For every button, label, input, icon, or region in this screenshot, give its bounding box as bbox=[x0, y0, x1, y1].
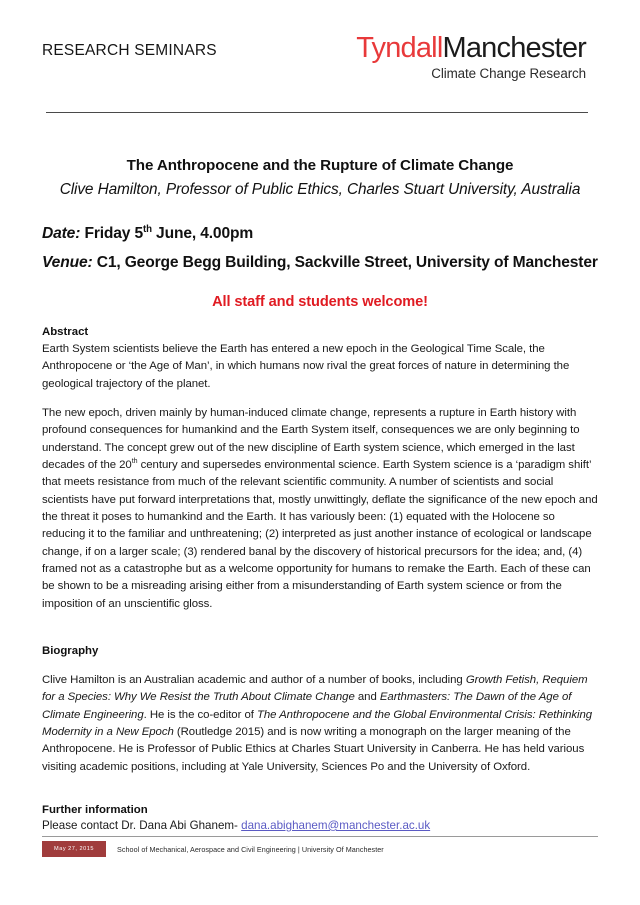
biography-spacer bbox=[42, 660, 598, 672]
talk-title: The Anthropocene and the Rupture of Climate Change bbox=[126, 157, 514, 174]
page-header bbox=[42, 0, 598, 96]
logo-tagline: Climate Change Research bbox=[431, 66, 586, 81]
talk-venue-value: C1, George Begg Building, Sackville Street, University of Manchester bbox=[96, 254, 598, 271]
biography-paragraph bbox=[42, 672, 598, 776]
footer-divider bbox=[42, 836, 598, 837]
century-ordinal-suffix: th bbox=[131, 458, 138, 466]
abstract-paragraph-2 bbox=[42, 405, 598, 613]
header-divider bbox=[46, 112, 588, 113]
biography-heading: Biography bbox=[42, 644, 99, 657]
abstract-paragraph-2-part-2: century and supersedes environmental science. Earth System science is a ‘paradigm shift’ that meets resistance from much of the relevant scientific community. A number of scientists and social scientists have put forward interpretations that, mostly unwittingly, deflate the significance of the new epoch and the threat it poses to humankind and the Earth. It has variously been: (1) equated with the Holocene so reducing it to the familiar and unthreatening; (2) interpreted as just another instance of ecological or landscape change, if on a larger scale; (3) rendered banal by the discovery of historical precursors for the idea; and, (4) framed not as a catastrophe but as a welcome opportunity for humans to remake the Earth. Each of these can be shown to be a misreading arising either from a misunderstanding of Earth system science or from the imposition of an unscientific gloss. bbox=[42, 458, 598, 610]
contact-email-link[interactable]: dana.abighanem@manchester.ac.uk bbox=[241, 818, 431, 832]
logo-word-manchester: Manchester bbox=[442, 32, 586, 64]
biography-text-3: . He is the co-editor of bbox=[143, 708, 257, 721]
talk-date-value-pre: Friday 5 bbox=[84, 225, 144, 242]
talk-title-block bbox=[42, 157, 598, 199]
talk-date-label: Date: bbox=[42, 225, 81, 242]
biography-section bbox=[42, 645, 598, 776]
biography-text-4: (Routledge 2015) and is now writing a monograph on the larger meaning of the Anthropocene. He is Professor of Public Ethics at Charles Stuart University in Canberra. He has held various visiting academic positions, including at Yale University, Sciences Po and the University of Oxford. bbox=[42, 725, 585, 773]
abstract-paragraph-2-part-1: The new epoch, driven mainly by human-induced climate change, represents a rupture in Earth history with profound consequences for humankind and the Earth System itself, consequences we are only beginning to understand. The concept grew out of the new discipline of Earth system science, which emerged in the last decades of the 20 bbox=[42, 406, 580, 471]
talk-date-value-post: June, 4.00pm bbox=[151, 225, 254, 242]
abstract-paragraph-1: Earth System scientists believe the Earth has entered a new epoch in the Geological Time Scale, the Anthropocene or ‘the Age of Man’, in which humans now rival the great forces of nature in determining the geological trajectory of the planet. bbox=[42, 343, 570, 390]
footer-institution-text: School of Mechanical, Aerospace and Civil Engineering | University Of Manchester bbox=[117, 844, 384, 854]
abstract-section bbox=[42, 326, 598, 613]
further-spacer bbox=[42, 788, 598, 800]
book-title-3: The Anthropocene and the Global Environmental Crisis: Rethinking Modernity in a New Epoch bbox=[42, 708, 593, 738]
page-title: RESEARCH SEMINARS bbox=[42, 42, 217, 59]
abstract-heading: Abstract bbox=[42, 326, 89, 338]
talk-details bbox=[42, 225, 598, 272]
book-title-2: Earthmasters: The Dawn of the Age of Climate Engineering bbox=[42, 691, 572, 721]
logo-word-tyndall: Tyndall bbox=[356, 32, 443, 64]
footer-date-badge: May 27, 2015 bbox=[42, 841, 106, 857]
footer-row bbox=[42, 841, 598, 857]
section-spacer bbox=[42, 625, 598, 645]
page-footer bbox=[42, 836, 598, 857]
talk-date-line bbox=[42, 225, 598, 243]
book-title-1: Growth Fetish, Requiem for a Species: Why We Resist the Truth About Climate Change bbox=[42, 673, 588, 704]
tyndall-manchester-logo bbox=[356, 34, 598, 80]
contact-line bbox=[42, 819, 598, 832]
talk-venue-line bbox=[42, 254, 598, 272]
further-information-section bbox=[42, 804, 598, 832]
talk-date-ordinal-suffix: th bbox=[143, 223, 152, 235]
biography-text-2: and bbox=[354, 691, 380, 704]
contact-prefix: Please contact Dr. Dana Abi Ghanem- bbox=[42, 818, 242, 832]
talk-venue-label: Venue: bbox=[42, 254, 93, 271]
biography-text-1: Clive Hamilton is an Australian academic and author of a number of books, including bbox=[42, 673, 466, 686]
talk-speaker: Clive Hamilton, Professor of Public Ethics, Charles Stuart University, Australia bbox=[59, 181, 581, 198]
welcome-banner: All staff and students welcome! bbox=[212, 294, 428, 310]
further-information-heading: Further information bbox=[42, 803, 148, 816]
logo-wordmark bbox=[356, 34, 586, 63]
